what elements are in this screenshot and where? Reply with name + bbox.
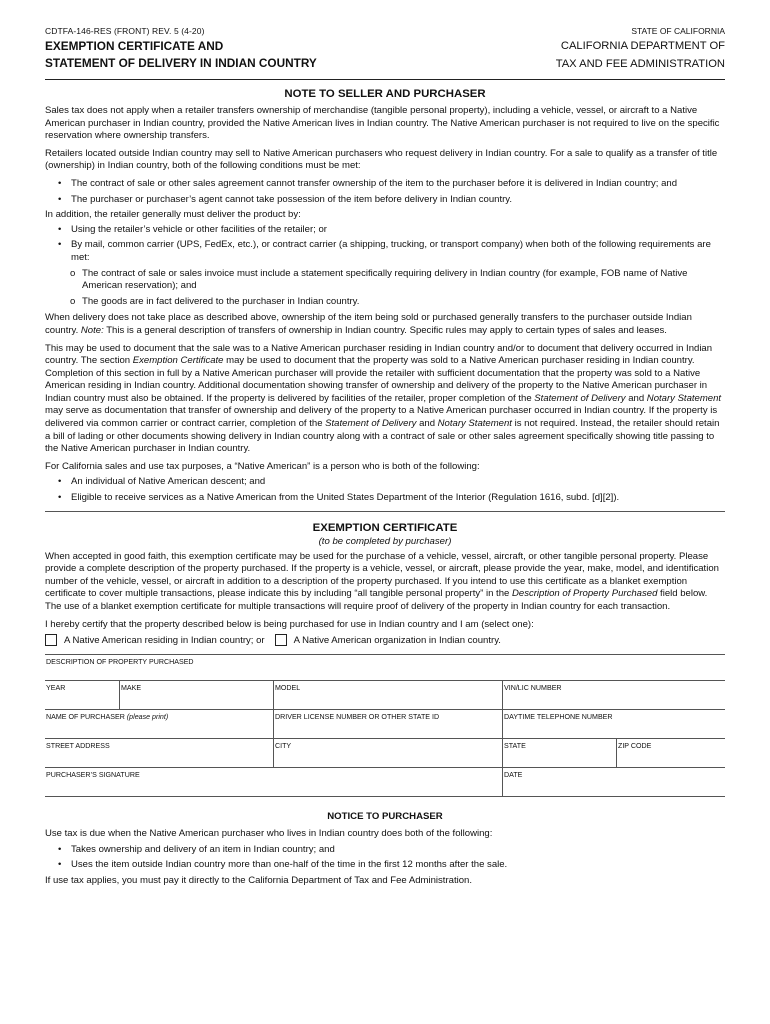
list-item-text: The purchaser or purchaser’s agent cannot take possession of the item before delivery in Indian country. — [71, 193, 512, 205]
subbullet-icon: o — [70, 295, 76, 307]
header-left — [45, 26, 317, 70]
note-paragraph-3: In addition, the retailer generally must deliver the product by: — [45, 209, 301, 221]
vin-field[interactable]: VIN/LIC NUMBER — [503, 681, 726, 710]
bullet-icon: • — [58, 177, 62, 189]
header-divider — [45, 79, 725, 80]
list-item-text: By mail, common carrier (UPS, FedEx, etc.), or contract carrier (a shipping, trucking, or transport company) when both of the following requirements are met: — [71, 239, 711, 263]
note-paragraph-2: Retailers located outside Indian country may sell to Native American purchasers who request delivery in Indian country. For a sale to qualify as a transfer of title (ownership) in Indian country, both of the following conditions must be met: — [45, 147, 718, 172]
list-item — [45, 844, 725, 857]
street-address-field[interactable]: STREET ADDRESS — [45, 739, 274, 768]
exemption-heading: EXEMPTION CERTIFICATE — [312, 521, 458, 534]
note-paragraph-1: Sales tax does not apply when a retailer transfers ownership of merchandise (tangible personal property), including a vehicle, vessel, or aircraft to a Native American purchaser in Indian country, provided the Native American lives in Indian country. The Native American purchaser is not required to live on the specific reservation where ownership transfers. — [45, 105, 720, 142]
table-row — [45, 681, 725, 710]
list-item — [45, 492, 725, 505]
description-label: DESCRIPTION OF PROPERTY PURCHASED — [46, 658, 194, 667]
form-number: CDTFA-146-RES (FRONT) REV. 5 (4-20) — [45, 26, 205, 36]
bullet-icon: • — [58, 476, 62, 488]
list-item — [45, 194, 725, 207]
delivery-list — [45, 224, 725, 265]
list-item-text: The goods are in fact delivered to the purchaser in Indian country. — [82, 295, 360, 307]
option-native-american-organization[interactable] — [275, 634, 501, 646]
table-row — [45, 739, 725, 768]
list-item — [45, 859, 725, 872]
driver-license-field[interactable]: DRIVER LICENSE NUMBER OR OTHER STATE ID — [274, 710, 503, 739]
native-american-definition-list — [45, 476, 725, 504]
purchaser-type-options — [45, 634, 725, 646]
description-field[interactable] — [45, 655, 725, 681]
form-header — [45, 26, 725, 72]
purchaser-fields-table — [45, 655, 725, 797]
list-item-text: An individual of Native American descent; and — [71, 476, 266, 488]
model-field[interactable]: MODEL — [274, 681, 503, 710]
list-item — [45, 476, 725, 489]
table-row — [45, 768, 725, 797]
list-item-text: The contract of sale or sales invoice must include a statement specifically requiring delivery in Indian country (for example, FOB name of Native American reservation); and — [82, 267, 688, 292]
bullet-icon: • — [58, 223, 62, 235]
option-native-american-resident[interactable] — [45, 634, 265, 646]
date-field[interactable]: DATE — [503, 768, 726, 797]
form-title-line1: EXEMPTION CERTIFICATE AND — [45, 39, 224, 53]
list-item — [45, 268, 725, 293]
agency-line2: TAX AND FEE ADMINISTRATION — [555, 58, 725, 70]
signature-field[interactable]: PURCHASER’S SIGNATURE — [45, 768, 503, 797]
zip-code-field[interactable]: ZIP CODE — [617, 739, 726, 768]
bullet-icon: • — [58, 492, 62, 504]
use-tax-conditions-list — [45, 844, 725, 872]
phone-field[interactable]: DAYTIME TELEPHONE NUMBER — [503, 710, 726, 739]
bullet-icon: • — [58, 193, 62, 205]
bullet-icon: • — [58, 239, 62, 251]
notice-paragraph-1: Use tax is due when the Native American purchaser who lives in Indian country does both of the following: — [45, 828, 493, 840]
note-paragraph-6: For California sales and use tax purposes, a “Native American” is a person who is both of the following: — [45, 460, 480, 472]
list-item-text: Takes ownership and delivery of an item in Indian country; and — [71, 843, 335, 855]
agency-line1: CALIFORNIA DEPARTMENT OF — [560, 40, 725, 52]
notice-heading: NOTICE TO PURCHASER — [327, 811, 443, 823]
state-field[interactable]: STATE — [503, 739, 617, 768]
year-field[interactable]: YEAR — [45, 681, 120, 710]
carrier-requirements-list — [45, 268, 725, 309]
state-label: STATE OF CALIFORNIA — [631, 26, 725, 36]
exemption-paragraph-1: When accepted in good faith, this exemption certificate may be used for the purchase of a vehicle, vessel, aircraft, or other tangible personal property. Please provide a complete description of the property purchased. If the property is a vehicle, vessel, or aircraft, please provide the year, make, model, and identification number of the vehicle, vessel, or aircraft in addition to a description of the property purchased. If you intend to use this certificate as a blanket exemption certificate to cover multiple transactions, please indicate this by including “all tangible personal property” in the Description of Property Purchased field below. The use of a blanket exemption certificate for multiple transactions will require proof of delivery of the property in Indian country for each transaction. — [45, 550, 719, 612]
subbullet-icon: o — [70, 267, 76, 279]
resident-checkbox[interactable] — [45, 634, 57, 646]
header-right — [556, 26, 725, 72]
table-row — [45, 710, 725, 739]
exemption-subheading: (to be completed by purchaser) — [318, 535, 452, 547]
bullet-icon: • — [58, 843, 62, 855]
list-item-text: Using the retailer’s vehicle or other facilities of the retailer; or — [71, 223, 327, 235]
make-field[interactable]: MAKE — [120, 681, 274, 710]
list-item — [45, 296, 725, 309]
bullet-icon: • — [58, 859, 62, 871]
organization-checkbox[interactable] — [275, 634, 287, 646]
section-divider — [45, 511, 725, 512]
city-field[interactable]: CITY — [274, 739, 503, 768]
notice-paragraph-2: If use tax applies, you must pay it directly to the California Department of Tax and Fee Administration. — [45, 874, 472, 886]
list-item — [45, 224, 725, 237]
organization-label: A Native American organization in Indian country. — [293, 634, 501, 646]
purchaser-name-field[interactable]: NAME OF PURCHASER (please print) — [45, 710, 274, 739]
form-title-line2: STATEMENT OF DELIVERY IN INDIAN COUNTRY — [45, 56, 317, 70]
table-row — [45, 655, 725, 681]
note-paragraph-4: When delivery does not take place as described above, ownership of the item being sold or purchased generally transfers to the purchaser outside Indian country. Note: This is a general description of transfers of ownership in Indian country. Specific rules may apply to certain types of sales and leases. — [45, 312, 692, 336]
list-item-text: Eligible to receive services as a Native American from the United States Department of the Interior (Regulation 1616, subd. [d][2]). — [71, 492, 620, 504]
list-item-text: The contract of sale or other sales agreement cannot transfer ownership of the item to the purchaser before it is delivered in Indian country; and — [71, 177, 678, 189]
list-item — [45, 239, 725, 264]
note-heading: NOTE TO SELLER AND PURCHASER — [284, 88, 486, 100]
note-paragraph-5: This may be used to document that the sale was to a Native American purchaser residing in Indian country and/or to document that delivery occurred in Indian country. The section Exemption Certificate may be used to document that the property was sold to a Native American purchaser residing in Indian country. Completion of this section in full by a Native American purchaser will provide the retailer with sufficient documentation that the property was sold to a Native American residing in Indian country. Additional documentation showing transfer of ownership and delivery of the property to the Native American purchaser in Indian country must also be obtained. If the property is delivered by facilities of the retailer, proper completion of the Statement of Delivery and Notary Statement may serve as documentation that transfer of ownership and delivery of the property to a Native American purchaser occurred in Indian country. If the property is delivered via common carrier or contract carrier, completion of the Statement of Delivery and Notary Statement is not required. Instead, the retailer should retain a bill of lading or other documents showing delivery in Indian country along with a contract of sale or other sales agreement specifically showing title passing to the Native American purchaser in Indian country. — [45, 342, 722, 455]
conditions-list — [45, 178, 725, 206]
resident-label: A Native American residing in Indian country; or — [64, 634, 265, 646]
list-item — [45, 178, 725, 191]
list-item-text: Uses the item outside Indian country more than one-half of the time in the first 12 months after the sale. — [71, 859, 508, 871]
form-page — [45, 26, 725, 893]
exemption-paragraph-2: I hereby certify that the property described below is being purchased for use in Indian country and I am (select one): — [45, 618, 534, 630]
